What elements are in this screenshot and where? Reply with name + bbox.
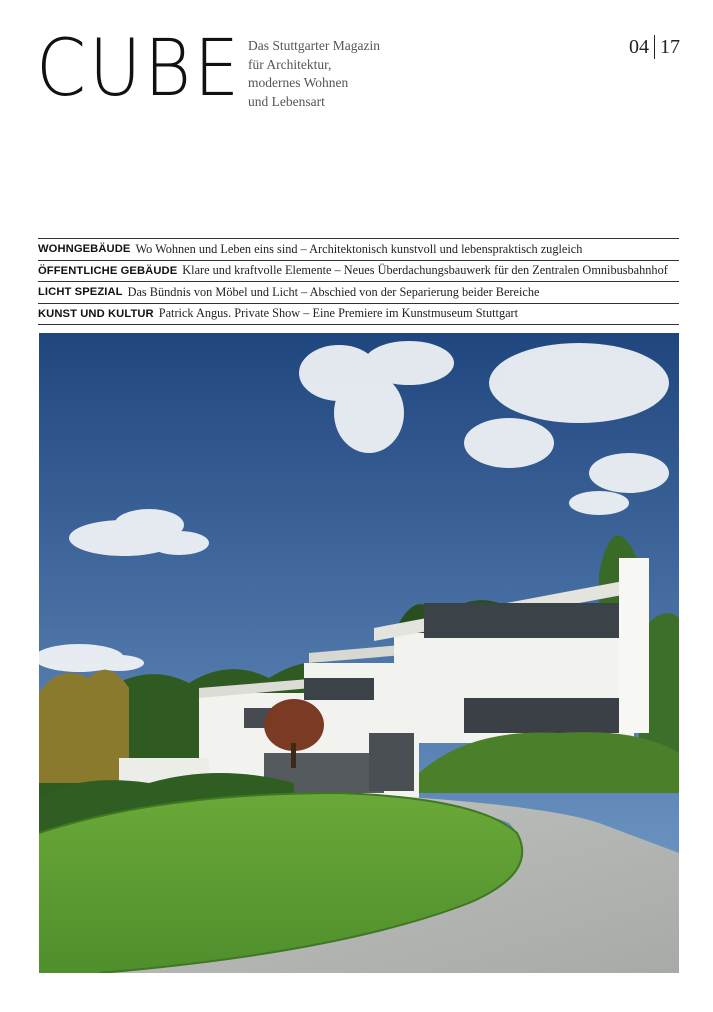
- tagline-line: und Lebensart: [248, 93, 325, 109]
- issue-divider: [654, 35, 655, 59]
- issue-year-value: 17: [660, 36, 680, 58]
- cover-photo-illustration: [39, 333, 679, 973]
- cover-photo: [39, 333, 679, 973]
- tagline-line: modernes Wohnen: [248, 75, 349, 90]
- contents-item[interactable]: [38, 260, 679, 282]
- contents-headline: Patrick Angus. Private Show – Eine Premiere im Kunstmuseum Stuttgart: [158, 306, 519, 321]
- contents-item[interactable]: [38, 238, 679, 260]
- contents-category: ÖFFENTLICHE GEBÄUDE: [38, 264, 178, 277]
- magazine-logo: CUBE: [36, 24, 243, 114]
- contents-item[interactable]: [38, 281, 679, 303]
- contents-headline: Wo Wohnen und Leben eins sind – Architektonisch kunstvoll und lebenspraktisch zugleich: [135, 241, 583, 256]
- issue-number-value: 04: [629, 36, 649, 58]
- tagline-line: Das Stuttgarter Magazin: [248, 38, 380, 53]
- contents-headline: Klare und kraftvolle Elemente – Neues Überdachungsbauwerk für den Zentralen Omnibusbahnhof: [182, 263, 668, 278]
- contents-item[interactable]: [38, 303, 679, 326]
- contents-category: KUNST UND KULTUR: [38, 307, 154, 320]
- contents-category: LICHT SPEZIAL: [38, 286, 123, 299]
- contents-category: WOHNGEBÄUDE: [38, 243, 131, 256]
- contents-headline: Das Bündnis von Möbel und Licht – Abschied von der Separierung beider Bereiche: [127, 284, 540, 299]
- contents-list: [38, 238, 679, 325]
- issue-number: [620, 35, 680, 59]
- magazine-tagline: [248, 37, 380, 111]
- tagline-line: für Architektur,: [248, 56, 332, 72]
